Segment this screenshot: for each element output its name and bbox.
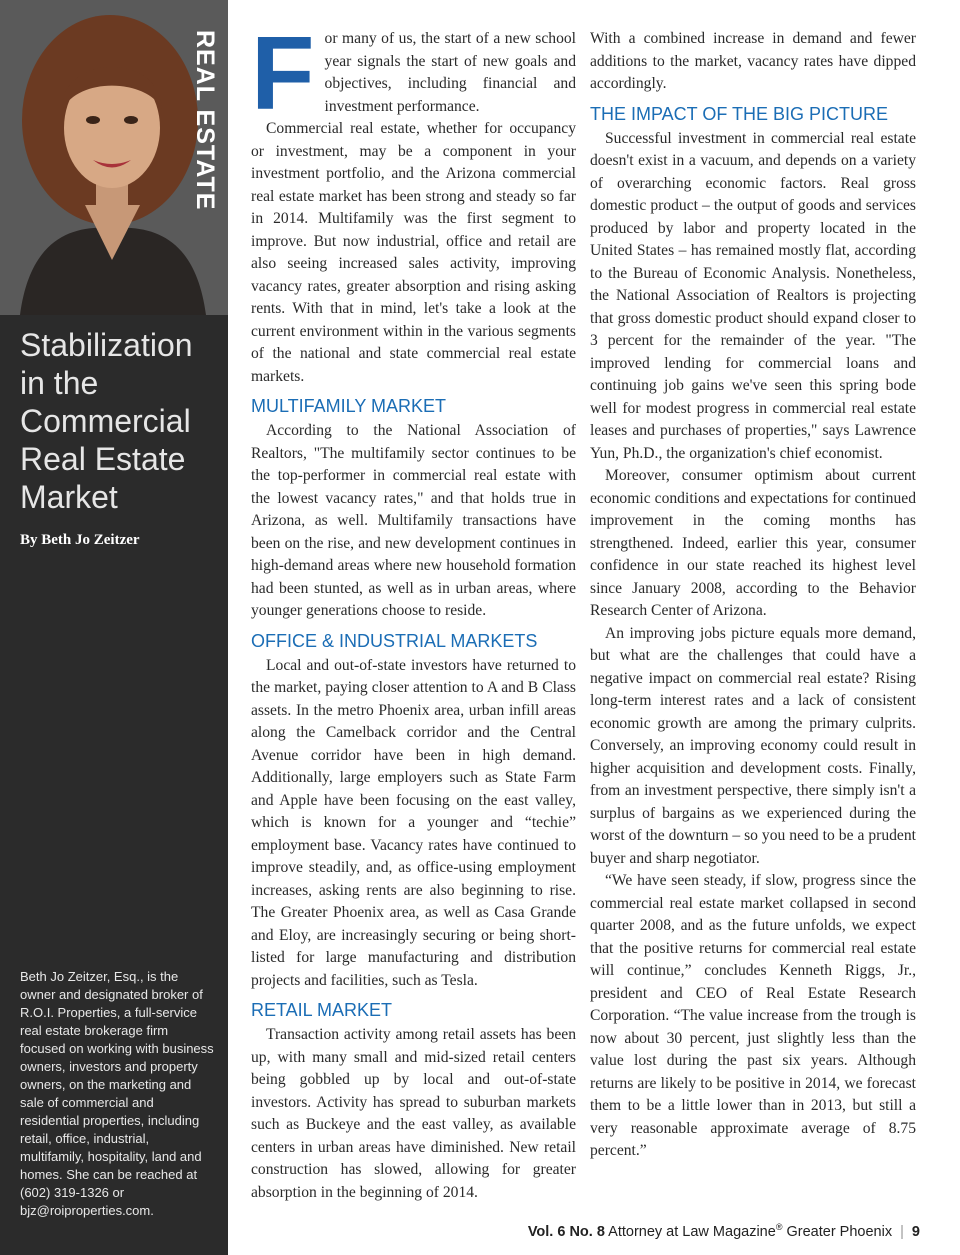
author-bio: Beth Jo Zeitzer, Esq., is the owner and designated broker of R.O.I. Properties, a full-service real estate brokerage firm focused on working with business owners, investors and property owners, on the marketing and sale of commercial and residential properties, including retail, office, industrial, multifamily, hospitality, land and homes. She can be reached at (602) 319-1326 or bjz@roiproperties.com. — [20, 969, 214, 1218]
title-line: Stabilization — [20, 327, 193, 363]
heading-office-industrial: OFFICE & INDUSTRIAL MARKETS — [251, 630, 538, 651]
footer-separator: | — [900, 1223, 904, 1240]
paragraph: According to the National Association of Realtors, "The multifamily sector continues to be the top-performer in commercial real estate with the lowest vacancy rates," and that holds true in Arizona, as well. Multifamily transactions have been on the rise, and new development continues in high-demand areas where new household formation had been stunted, as well as in urban areas, where younger generations choose to reside. — [251, 422, 576, 619]
heading-multifamily: MULTIFAMILY MARKET — [251, 396, 447, 416]
byline: By Beth Jo Zeitzer — [20, 532, 140, 548]
paragraph: Transaction activity among retail assets has been up, with many small and mid-sized retail centers being gobbled up by local and out-of-state investors. Activity has spread to suburban markets such as Buckeye and the east valley, as available centers in urban areas have diminished. New retail construction has slowed, allowing for greater absorption in the beginning of 2014. — [251, 1026, 576, 1201]
registered-mark: ® — [775, 1222, 783, 1232]
title-line: Real Estate — [20, 441, 186, 477]
heading-big-picture: THE IMPACT OF THE BIG PICTURE — [590, 103, 889, 124]
paragraph: Commercial real estate, whether for occupancy or investment, may be a component in your investment portfolio, and the Arizona commercial real estate market has been strong and steady so far in 2014. Multifamily was the first segment to improve. But now industrial, office and retail are also seeing increased sales activity, improving vacancy rates, greater absorption and rising asking rents. With that in mind, let's take a look at the current environment within in the various segments of the national and state commercial real estate markets. — [251, 120, 576, 385]
article-column-1 — [251, 16, 576, 1204]
edition-name: Greater Phoenix — [786, 1223, 893, 1240]
heading-retail: RETAIL MARKET — [251, 1000, 393, 1020]
sidebar — [0, 0, 228, 1255]
title-line: in the — [20, 365, 99, 401]
intro-paragraph: For many of us, the start of a new school year signals the start of new goals and objectives, including financial and investment performance. — [251, 16, 576, 132]
article-column-2 — [590, 28, 916, 1163]
page-number: 9 — [911, 1223, 920, 1240]
section-tag: REAL ESTATE — [191, 30, 219, 211]
article-title — [20, 326, 220, 516]
drop-cap: F — [251, 16, 315, 132]
page-footer — [528, 1222, 920, 1240]
paragraph: “We have seen steady, if slow, progress since the commercial real estate market collapsed in second quarter 2008, and as the future unfolds, we expect that the positive returns for commercial real estate will continue,” concludes Kenneth Riggs, Jr., president and CEO of Real Estate Research Corporation. “The value increase from the trough is now about 30 percent, just slightly less than the value lost during the past six years. Although returns are likely to be positive in 2014, we forecast them to be a little lower than in 2013, but still a very reasonable approximate average of 8.75 percent.” — [590, 872, 916, 1159]
paragraph: With a combined increase in demand and fewer additions to the market, vacancy rates have dipped accordingly. — [590, 30, 916, 92]
paragraph: Moreover, consumer optimism about current economic conditions and expectations for continued improvement in the coming months has strengthened. Indeed, earlier this year, consumer confidence in our state reached its highest level since January 2008, according to the Behavior Research Center of Arizona. — [590, 467, 916, 619]
issue-volume: Vol. 6 No. 8 — [527, 1223, 605, 1240]
title-line: Commercial — [20, 403, 191, 439]
paragraph: An improving jobs picture equals more demand, but what are the challenges that could have a negative impact on commercial real estate? Rising long-term interest rates and a lack of consistent economic growth are among the primary culprits. Conversely, an improving economy could result in higher acquisition and development costs. Finally, from an investment perspective, there simply isn't a surplus of bargains as we experienced during the worst of the downturn – so you need to be a prudent buyer and sharp negotiator. — [590, 624, 916, 867]
paragraph: Successful investment in commercial real estate doesn't exist in a vacuum, and depends on a variety of overarching economic factors. Real gross domestic product – the output of goods and services produced by labor and property located in the United States – has remained mostly flat, according to the Bureau of Economic Analysis. Nonetheless, the National Association of Realtors is projecting that gross domestic product should expand closer to 3 percent for the remainder of the year. "The improved lending for commercial loans and continuing job gains we've seen this spring bode well for modest progress in commercial real estate leases and purchases of properties," says Lawrence Yun, Ph.D., the organization's chief economist. — [590, 129, 916, 462]
title-line: Market — [20, 479, 118, 515]
paragraph: Local and out-of-state investors have returned to the market, paying closer attention to A and B Class assets. In the metro Phoenix area, urban infill areas along the Camelback corridor and the Central Avenue corridor have been in high demand. Additionally, large employers such as State Farm and Apple have been focusing on the east valley, which is known for a younger and “techie” employment base. Vacancy rates have continued to improve steadily, and, as office-using employment increases, asking rents are also beginning to rise. The Greater Phoenix area, as well as Casa Grande and Eloy, are increasingly securing or being short-listed for large manufacturing and distribution projects and facilities, such as Tesla. — [251, 656, 576, 989]
magazine-name: Attorney at Law Magazine — [608, 1223, 776, 1240]
